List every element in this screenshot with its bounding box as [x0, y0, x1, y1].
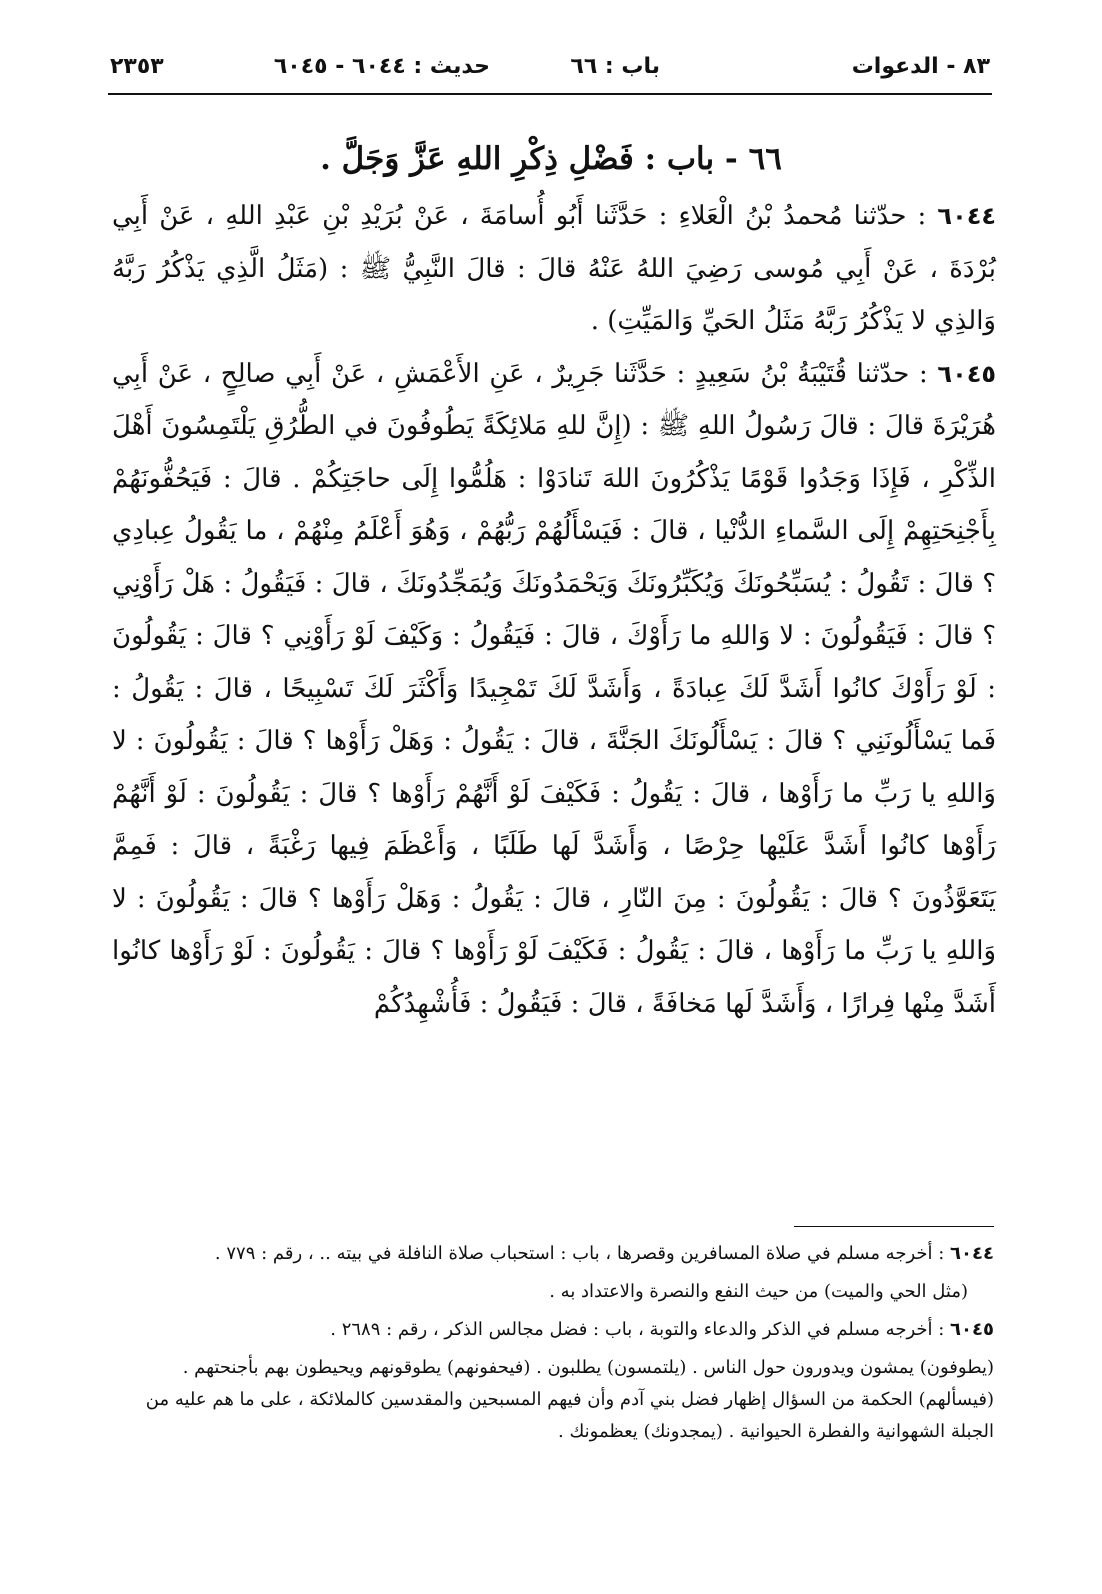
- footnote-source: : أخرجه مسلم في الذكر والدعاء والتوبة ، باب : فضل مجالس الذكر ، رقم : ٢٦٨٩ .: [330, 1319, 945, 1340]
- footnote-number: ٦٠٤٤: [950, 1243, 994, 1264]
- hadith-text: : حدّثنا قُتَيْبَةُ بْنُ سَعِيدٍ : حَدَّثَنا جَرِيرٌ ، عَنِ الأَعْمَشِ ، عَنْ أَبِي صالِحٍ ، عَنْ أَبِي هُرَيْرَةَ قالَ : قالَ رَسُولُ اللهِ ﷺ : (إِنَّ للهِ مَلائِكَةً يَطُوفُونَ في الطُّرُقِ يَلْتَمِسُونَ أَهْلَ الذِّكْرِ ، فَإِذَا وَجَدُوا قَوْمًا يَذْكُرُونَ اللهَ تَنادَوْا : هَلُمُّوا إِلَى حاجَتِكُمْ . قالَ : فَيَحُفُّونَهُمْ بِأَجْنِحَتِهِمْ إِلَى السَّماءِ الدُّنْيا ، قالَ : فَيَسْأَلُهُمْ رَبُّهُمْ ، وَهُوَ أَعْلَمُ مِنْهُمْ ، ما يَقُولُ عِبادِي ؟ قالَ : تَقُولُ : يُسَبِّحُونَكَ وَيُكَبِّرُونَكَ وَيَحْمَدُونَكَ وَيُمَجِّدُونَكَ ، قالَ : فَيَقُولُ : هَلْ رَأَوْنِي ؟ قالَ : فَيَقُولُونَ : لا وَاللهِ ما رَأَوْكَ ، قالَ : فَيَقُولُ : وَكَيْفَ لَوْ رَأَوْنِي ؟ قالَ : يَقُولُونَ : لَوْ رَأَوْكَ كانُوا أَشَدَّ لَكَ عِبادَةً ، وَأَشَدَّ لَكَ تَمْجِيدًا وَأَكْثَرَ لَكَ تَسْبِيحًا ، قالَ : يَقُولُ : فَما يَسْأَلُونَنِي ؟ قالَ : يَسْأَلُونَكَ الجَنَّةَ ، قالَ : يَقُولُ : وَهَلْ رَأَوْها ؟ قالَ : يَقُولُونَ : لا وَاللهِ يا رَبِّ ما رَأَوْها ، قالَ : يَقُولُ : فَكَيْفَ لَوْ أَنَّهُمْ رَأَوْها ؟ قالَ : يَقُولُونَ : لَوْ أَنَّهُمْ رَأَوْها كانُوا أَشَدَّ عَلَيْها حِرْصًا ، وَأَشَدَّ لَها طَلَبًا ، وَأَعْظَمَ فِيها رَغْبَةً ، قالَ : فَمِمَّ يَتَعَوَّذُونَ ؟ قالَ : يَقُولُونَ : مِنَ النّارِ ، قالَ : يَقُولُ : وَهَلْ رَأَوْها ؟ قالَ : يَقُولُونَ : لا وَاللهِ يا رَبِّ ما رَأَوْها ، قالَ : يَقُولُ : فَكَيْفَ لَوْ رَأَوْها ؟ قالَ : يَقُولُونَ : لَوْ رَأَوْها كانُوا أَشَدَّ مِنْها فِرارًا ، وَأَشَدَّ لَها مَخافَةً ، قالَ : فَيَقُولُ : فَأُشْهِدُكُمْ: [112, 358, 996, 1019]
- hadith-text: : حدّثنا مُحمدُ بْنُ الْعَلاءِ : حَدَّثَنا أَبُو أُسامَةَ ، عَنْ بُرَيْدِ بْنِ عَبْدِ اللهِ ، عَنْ أَبِي بُرْدَةَ ، عَنْ أَبِي مُوسى رَضِيَ اللهُ عَنْهُ قالَ : قالَ النَّبِيُّ ﷺ : (مَثَلُ الَّذِي يَذْكُرُ رَبَّهُ وَالذِي لا يَذْكُرُ رَبَّهُ مَثَلُ الحَيِّ وَالمَيِّتِ) .: [112, 201, 996, 336]
- hadith-number: ٦٠٤٤: [937, 202, 997, 230]
- header-hadith-range: حديث : ٦٠٤٤ - ٦٠٤٥: [273, 54, 490, 79]
- hadith-number: ٦٠٤٥: [937, 359, 997, 388]
- running-header: [110, 54, 990, 88]
- footnotes: [144, 1238, 994, 1448]
- footnote-gloss: (مثل الحي والميت) من حيث النفع والنصرة والاعتداد به .: [549, 1281, 968, 1302]
- footnote-source: : أخرجه مسلم في صلاة المسافرين وقصرها ، باب : استحباب صلاة النافلة في بيته .. ، رقم : ٧٧٩ .: [214, 1243, 945, 1264]
- page-number: ٢٣٥٣: [110, 54, 164, 79]
- header-divider: [108, 93, 992, 95]
- hadith-6045: [112, 348, 996, 1031]
- footnote-divider: [794, 1226, 994, 1227]
- main-text: [112, 190, 996, 1030]
- footnote-gloss: (يطوفون) يمشون ويدورون حول الناس . (يلتمسون) يطلبون . (فيحفونهم) يطوقونهم ويحيطون بهم بأجنحتهم . (فيسألهم) الحكمة من السؤال إظهار فضل بني آدم وأن فيهم المسبحين والمقدسين كالملائكة ، على ما هم عليه من الجبلة الشهوانية والفطرة الحيوانية . (يمجدونك) يعظمونك .: [145, 1357, 994, 1442]
- header-bab: باب : ٦٦: [570, 54, 660, 79]
- chapter-title: ٦٦ - باب : فَضْلِ ذِكْرِ اللهِ عَزَّ وَجَلَّ .: [320, 141, 782, 177]
- footnote-6044: [144, 1238, 994, 1270]
- hadith-6044: [112, 190, 996, 348]
- footnote-number: ٦٠٤٥: [950, 1319, 994, 1340]
- header-chapter: ٨٣ - الدعوات: [851, 54, 990, 79]
- footnote-6045: [144, 1314, 994, 1346]
